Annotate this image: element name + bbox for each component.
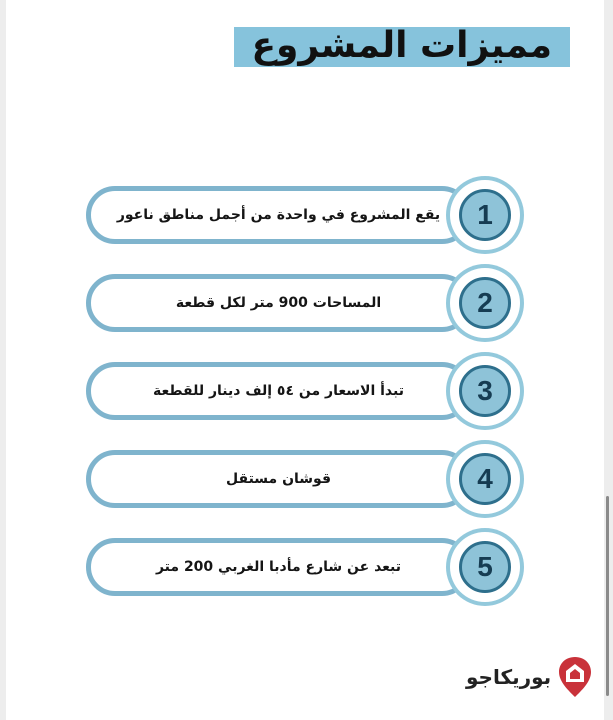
feature-number-badge (450, 532, 520, 602)
feature-number: 4 (459, 453, 511, 505)
scrollbar[interactable] (606, 496, 609, 696)
brand-watermark (466, 652, 593, 702)
feature-text: المساحات 900 متر لكل قطعة (175, 295, 382, 311)
document-page (6, 0, 604, 720)
feature-item-2 (86, 268, 520, 350)
feature-text: قوشان مستقل (226, 471, 331, 487)
feature-number: 1 (459, 189, 511, 241)
feature-number: 2 (459, 277, 511, 329)
brand-logo-icon (557, 655, 593, 699)
feature-pill (86, 362, 471, 420)
feature-pill (86, 450, 471, 508)
feature-item-5 (86, 532, 520, 614)
feature-item-3 (86, 356, 520, 438)
feature-text: تبدأ الاسعار من ٥٤ إلف دينار للقطعة (153, 383, 404, 399)
feature-number-badge (450, 268, 520, 338)
feature-pill (86, 186, 471, 244)
feature-number: 3 (459, 365, 511, 417)
page-title: مميزات المشروع (251, 25, 552, 66)
brand-name: بوريكاجو (466, 665, 552, 689)
feature-item-4 (86, 444, 520, 526)
feature-number-badge (450, 356, 520, 426)
feature-pill (86, 538, 471, 596)
feature-number: 5 (459, 541, 511, 593)
feature-text: تبعد عن شارع مأدبا الغربي 200 متر (155, 559, 402, 575)
feature-item-1 (86, 180, 520, 262)
feature-pill (86, 274, 471, 332)
feature-text: يقع المشروع في واحدة من أجمل مناطق ناعور (116, 207, 441, 223)
feature-number-badge (450, 180, 520, 250)
feature-number-badge (450, 444, 520, 514)
